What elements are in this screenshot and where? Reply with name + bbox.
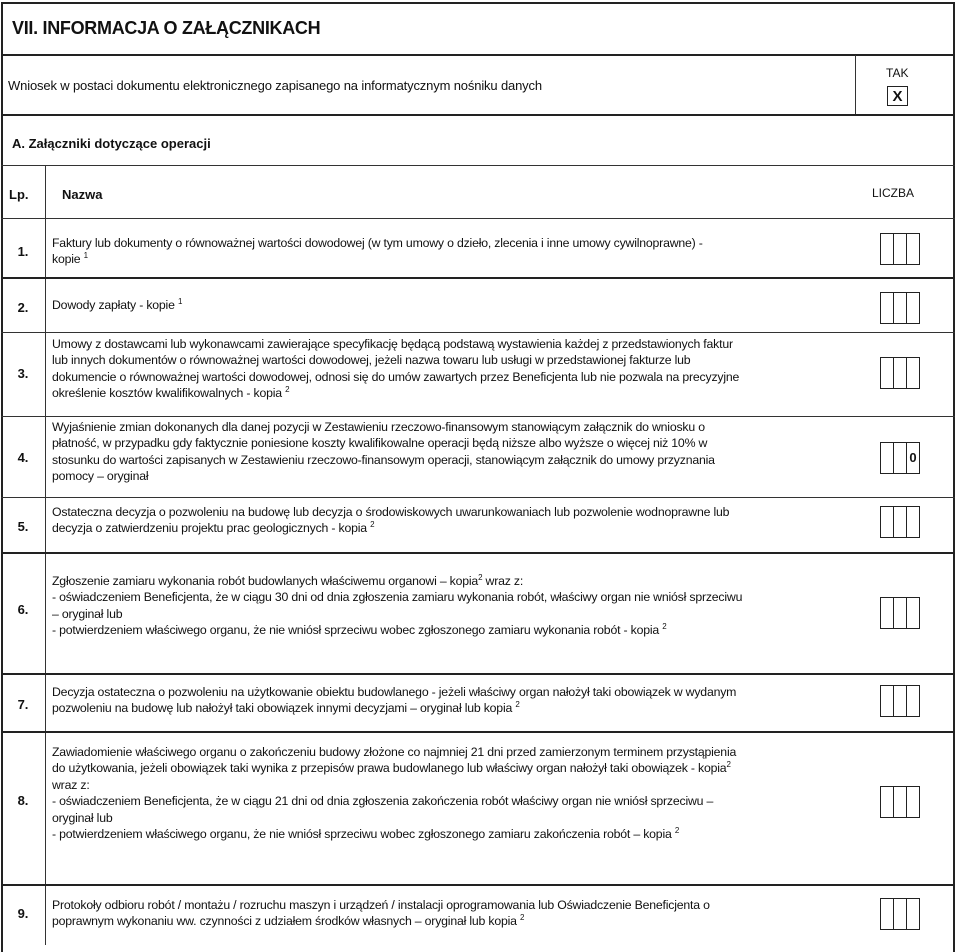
row-name: Faktury lub dokumenty o równoważnej wartości dowodowej (w tym umowy o dzieło, zlecenia i inne umowy cywilnoprawne) - kopie $^1$	[52, 236, 703, 267]
row-divider	[1, 497, 955, 498]
subsection-title: A. Załączniki dotyczące operacji	[12, 136, 211, 151]
divider	[1, 165, 955, 166]
count-input[interactable]	[880, 786, 920, 818]
electronic-form-label: Wniosek w postaci dokumentu elektronicznego zapisanego na informatycznym nośniku danych	[8, 78, 542, 93]
row-name: Decyzja ostateczna o pozwoleniu na użytkowanie obiektu budowlanego - jeżeli właściwy organ nałożył taki obowiązek w wydanym pozwoleniu na budowę lub nałożył taki obowiązek innymi decyzjami – oryginał lub kopia $^2$	[52, 685, 737, 716]
row-divider	[1, 332, 955, 333]
header-count: LICZBA	[872, 186, 915, 200]
row-lp: 4.	[17, 450, 29, 465]
tak-label: TAK	[886, 66, 909, 80]
header-name: Nazwa	[62, 187, 103, 202]
count-input[interactable]	[880, 233, 920, 265]
row-name: Wyjaśnienie zmian dokonanych dla danej pozycji w Zestawieniu rzeczowo-finansowym stanowiącym załącznik do wniosku o płatność, w przypadku gdy faktycznie poniesione koszty kwalifikowalne operacji będą niższe albo wyższe o więcej niż 10% w stosunku do wartości zapisanych w Zestawieniu rzeczowo-finansowym operacji, stanowiącym załącznik do umowy przyznania pomocy – oryginał	[52, 420, 715, 484]
row-name: Zawiadomienie właściwego organu o zakończeniu budowy złożone co najmniej 21 dni przed zamierzonym terminem przystąpienia do użytkowania, jeżeli obowiązek taki wynika z przepisów prawa budowlanego lub właściwy organ nałożył taki obowiązek - kopia$^2$ wraz z: - oświadczeniem Beneficjenta, że w ciągu 21 dni od dnia zgłoszenia zakończenia robót właściwy organ nie wniósł sprzeciwu – oryginał lub - potwierdzeniem właściwego organu, że nie wniósł sprzeciwu wobec zgłoszonego zamiaru zakończenia robót – kopia $^2$	[52, 745, 737, 842]
count-input[interactable]: 0	[880, 442, 920, 474]
row-lp: 5.	[17, 519, 29, 534]
row-name: Umowy z dostawcami lub wykonawcami zawierające specyfikację będącą podstawą wystawienia każdej z przedstawionych faktur lub innych dokumentów o równoważnej wartości dowodowej, jeżeli nazwa towaru lub usługi w przedstawionej fakturze lub dokumencie o równoważnej wartości dowodowej, odnosi się do umów zawartych przez Beneficjenta lub nie pozwala na precyzyjne określenie kosztów kwalifikowalnych - kopia $^2$	[52, 337, 740, 401]
divider	[1, 218, 955, 219]
divider	[855, 55, 856, 114]
header-lp: Lp.	[9, 187, 29, 202]
tak-checkbox[interactable]: X	[887, 86, 908, 106]
count-input[interactable]	[880, 292, 920, 324]
row-lp: 3.	[17, 366, 29, 381]
row-divider	[1, 731, 955, 733]
count-input[interactable]	[880, 898, 920, 930]
row-lp: 1.	[17, 244, 29, 259]
row-name: Protokoły odbioru robót / montażu / rozruchu maszyn i urządzeń / instalacji oprogramowania lub Oświadczenie Beneficjenta o poprawnym wykonaniu ww. czynności z udziałem środków własnych – oryginał lub kopia $^2$	[52, 898, 710, 929]
row-name: Ostateczna decyzja o pozwoleniu na budowę lub decyzja o środowiskowych uwarunkowaniach lub pozwolenie wodnoprawne lub decyzja o zatwierdzeniu projektu prac geologicznych - kopia $^2$	[52, 505, 730, 536]
column-divider	[45, 165, 46, 945]
count-input[interactable]	[880, 357, 920, 389]
divider	[1, 114, 955, 116]
row-divider	[1, 884, 955, 886]
row-divider	[1, 552, 955, 554]
count-input[interactable]	[880, 506, 920, 538]
row-lp: 7.	[17, 697, 29, 712]
row-lp: 6.	[17, 602, 29, 617]
row-divider	[1, 416, 955, 417]
row-divider	[1, 277, 955, 279]
divider	[1, 54, 955, 56]
row-name: Zgłoszenie zamiaru wykonania robót budowlanych właściwemu organowi – kopia$^2$ wraz z: - oświadczeniem Beneficjenta, że w ciągu 30 dni od dnia zgłoszenia zamiaru wykonania robót, właściwy organ nie wniósł sprzeciwu – oryginał lub - potwierdzeniem właściwego organu, że nie wniósł sprzeciwu wobec zgłoszonego zamiaru wykonania robót - kopia $^2$	[52, 573, 743, 638]
count-input[interactable]	[880, 685, 920, 717]
section-title: VII. INFORMACJA O ZAŁĄCZNIKACH	[12, 18, 321, 38]
count-input[interactable]	[880, 597, 920, 629]
row-divider	[1, 673, 955, 675]
row-lp: 9.	[17, 906, 29, 921]
row-lp: 8.	[17, 793, 29, 808]
row-lp: 2.	[17, 300, 29, 315]
row-name: Dowody zapłaty - kopie $^1$	[52, 297, 183, 312]
